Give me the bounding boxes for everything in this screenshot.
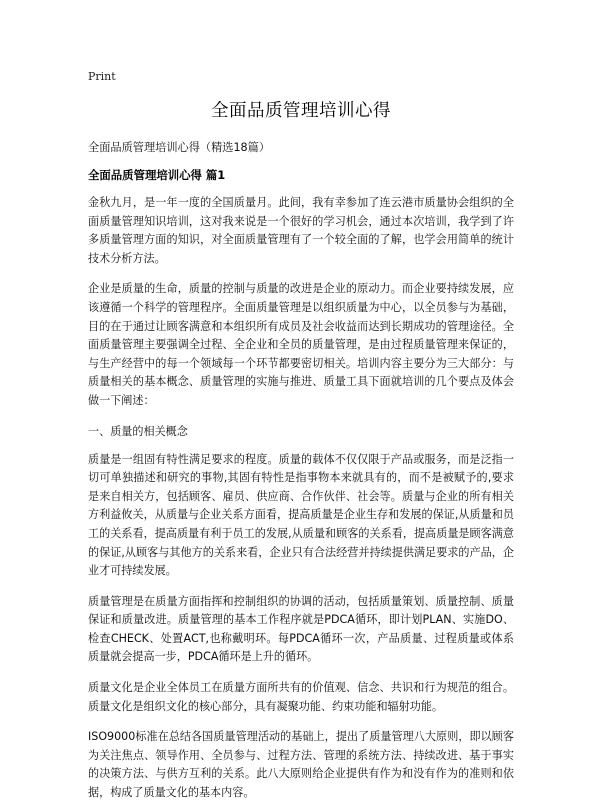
paragraph-quality-management: 质量管理是在质量方面指挥和控制组织的协调的活动，包括质量策划、质量控制、质量保证和质量改进。质量管理的基本工作程序就是PDCA循环，即计划PLAN、实施DO、检查CHECK、处置ACT,也称戴明环。每PDCA循环一次，产品质量、过程质量或体系质量就会提高一步，PDCA循环是上升的循环。 (88, 594, 514, 664)
page-title: 全面品质管理培训心得 (211, 101, 391, 121)
document-subtitle: 全面品质管理培训心得（精选18篇） (88, 141, 271, 154)
paragraph-quality-culture: 质量文化是企业全体员工在质量方面所共有的价值观、信念、共识和行为规范的组合。质量文化是组织文化的核心部分，具有凝聚功能、约束功能和辐射功能。 (88, 681, 514, 713)
print-label: Print (88, 70, 116, 83)
paragraph-quality-definition: 质量是一组固有特性满足要求的程度。质量的载体不仅仅限于产品或服务，而是泛指一切可单独描述和研究的事物,其固有特性是指事物本来就具有的，而不是被赋予的,要求是来自相关方，包括顾客、雇员、供应商、合作伙伴、社会等。质量与企业的所有相关方利益攸关，从质量与企业关系方面看，提高质量是企业生存和发展的保证,从质量和员工的关系看，提高质量有利于员工的发展,从质量和顾客的关系看，提高质量是顾客满意的保证,从顾客与其他方的关系来看，企业只有合法经营并持续提供满足要求的产品，企业才可持续发展。 (88, 452, 514, 578)
sub-heading-quality-concepts: 一、质量的相关概念 (88, 424, 188, 438)
section-heading: 全面品质管理培训心得 篇1 (88, 168, 226, 182)
paragraph-iso9000: ISO9000标准在总结各国质量管理活动的基础上，提出了质量管理八大原则，即以顾客为关注焦点、领导作用、全员参与、过程方法、管理的系统方法、持续改进、基于事实的决策方法、与供方互利的关系。此八大原则给企业提供有作为和没有作为的准则和依据，构成了质量文化的基本内容。 (88, 730, 514, 800)
paragraph-enterprise-quality: 企业是质量的生命，质量的控制与质量的改进是企业的原动力。而企业要持续发展，应该遵循一个科学的管理程序。全面质量管理是以组织质量为中心，以全员参与为基础，目的在于通过让顾客满意和本组织所有成员及社会收益而达到长期成功的管理途径。全面质量管理主要强调全过程、全企业和全员的质量管理，是由过程质量管理来保证的，与生产经营中的每一个领域每一个环节都要密切相关。培训内容主要分为三大部分：与质量相关的基本概念、质量管理的实施与推进、质量工具下面就培训的几个要点及体会做一下阐述： (88, 282, 514, 407)
paragraph-intro: 金秋九月，是一年一度的全国质量月。此间，我有幸参加了连云港市质量协会组织的全面质量管理知识培训，这对我来说是一个很好的学习机会，通过本次培训，我学到了许多质量管理方面的知识，对全面质量管理有了一个较全面的了解，也学会用简单的统计技术分析方法。 (88, 196, 514, 265)
